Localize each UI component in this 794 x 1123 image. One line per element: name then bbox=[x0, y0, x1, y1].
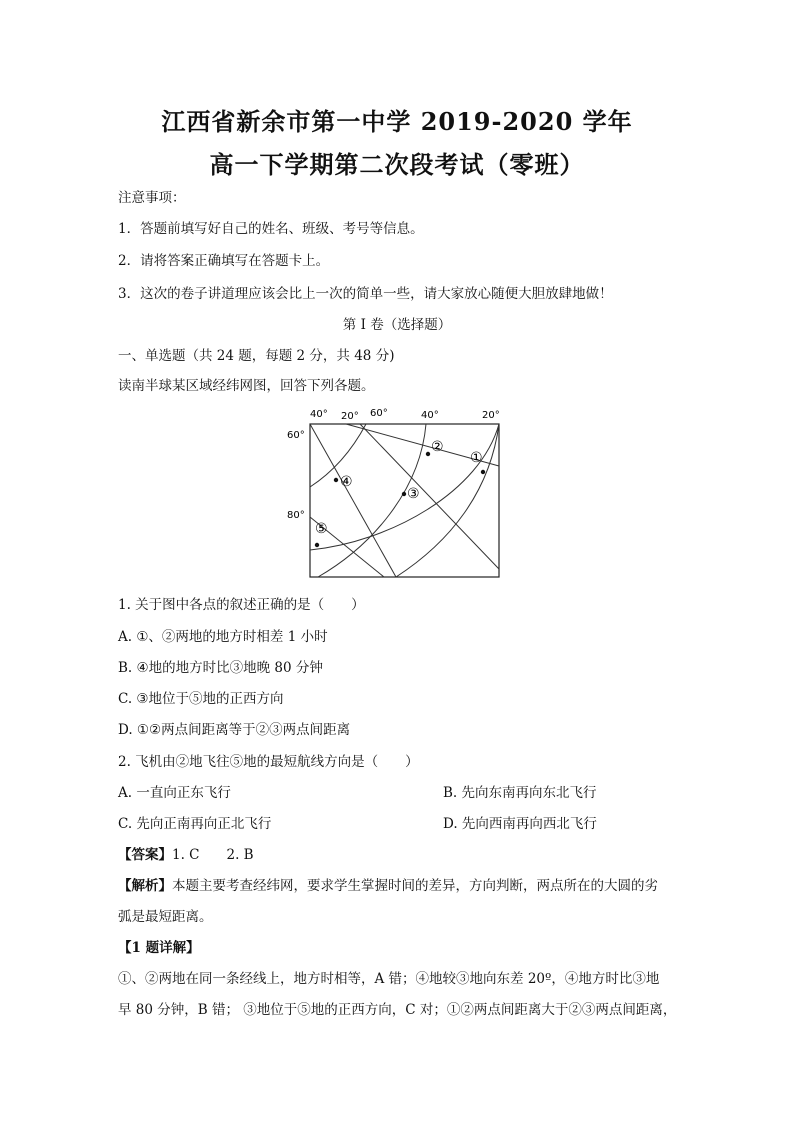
point-3-label: ③ bbox=[407, 486, 420, 502]
point-2-dot bbox=[426, 452, 430, 456]
answer-label: 【答案】 bbox=[118, 847, 172, 863]
q1-stem: 1. 关于图中各点的叙述正确的是（ ） bbox=[118, 597, 365, 613]
meridian-line bbox=[360, 424, 499, 569]
top-label-40: 40° bbox=[310, 409, 328, 420]
detail-line-1: ①、②两地在同一条经线上，地方时相等，A 错；④地较③地向东差 20º，④地方时比③地 bbox=[118, 971, 660, 987]
q2-option-a: A. 一直向正东飞行 bbox=[118, 785, 231, 801]
parallel-arc bbox=[310, 424, 366, 487]
notice-item-2: 2．请将答案正确填写在答题卡上。 bbox=[118, 253, 330, 269]
notice-item-3: 3．这次的卷子讲道理应该会比上一次的简单一些，请大家放心随便大胆放肆地做！ bbox=[118, 286, 613, 302]
q1-option-a: A. ①、②两地的地方时相差 1 小时 bbox=[118, 629, 328, 645]
point-5-dot bbox=[315, 543, 319, 547]
parallel-arc bbox=[310, 424, 499, 550]
point-2-label: ② bbox=[431, 439, 444, 455]
point-1-dot bbox=[481, 470, 485, 474]
section-heading: 一、单选题（共 24 题，每题 2 分，共 48 分) bbox=[118, 348, 395, 364]
left-label-60: 60° bbox=[287, 430, 305, 441]
map-frame bbox=[310, 424, 499, 577]
page-title-line2: 高一下学期第二次段考试（零班） bbox=[209, 150, 585, 179]
q1-option-d: D. ①②两点间距离等于②③两点间距离 bbox=[118, 722, 351, 738]
q2-stem: 2. 飞机由②地飞往⑤地的最短航线方向是（ ） bbox=[118, 754, 419, 770]
answer-text: 1. C 2. B bbox=[172, 847, 254, 863]
analysis-label: 【解析】 bbox=[118, 878, 172, 894]
q1-option-b: B. ④地的地方时比③地晚 80 分钟 bbox=[118, 660, 323, 676]
q1-option-c: C. ③地位于⑤地的正西方向 bbox=[118, 691, 284, 707]
left-label-80: 80° bbox=[287, 510, 305, 521]
q2-option-b: B. 先向东南再向东北飞行 bbox=[443, 785, 597, 801]
notice-heading: 注意事项： bbox=[118, 190, 186, 206]
graticule-map-figure bbox=[280, 402, 512, 582]
point-3-dot bbox=[402, 492, 406, 496]
volume-title: 第 I 卷（选择题） bbox=[342, 317, 452, 333]
q2-option-d: D. 先向西南再向西北飞行 bbox=[443, 816, 597, 832]
point-4-dot bbox=[334, 478, 338, 482]
top-label-60: 60° bbox=[370, 408, 388, 419]
detail-heading: 【1 题详解】 bbox=[118, 940, 200, 956]
analysis-line-2: 弧是最短距离。 bbox=[118, 909, 213, 925]
answer-line bbox=[118, 843, 254, 863]
detail-line-2: 早 80 分钟，B 错； ③地位于⑤地的正西方向，C 对；①②两点间距离大于②③两点间距离， bbox=[118, 1002, 677, 1018]
question-intro: 读南半球某区域经纬网图，回答下列各题。 bbox=[118, 378, 375, 394]
analysis-text-1: 本题主要考查经纬网，要求学生掌握时间的差异，方向判断，两点所在的大圆的劣 bbox=[172, 878, 658, 894]
top-label-20: 20° bbox=[341, 411, 359, 422]
point-4-label: ④ bbox=[340, 474, 353, 490]
point-5-label: ⑤ bbox=[315, 521, 328, 537]
q2-option-c: C. 先向正南再向正北飞行 bbox=[118, 816, 272, 832]
notice-item-1: 1．答题前填写好自己的姓名、班级、考号等信息。 bbox=[118, 221, 424, 237]
meridian-line bbox=[310, 424, 396, 577]
analysis-line-1 bbox=[118, 874, 658, 894]
top-label-40b: 40° bbox=[421, 410, 439, 421]
page-title-line1: 江西省新余市第一中学 2019-2020 学年 bbox=[161, 107, 633, 136]
point-1-label: ① bbox=[470, 450, 483, 466]
top-label-20b: 20° bbox=[482, 410, 500, 421]
